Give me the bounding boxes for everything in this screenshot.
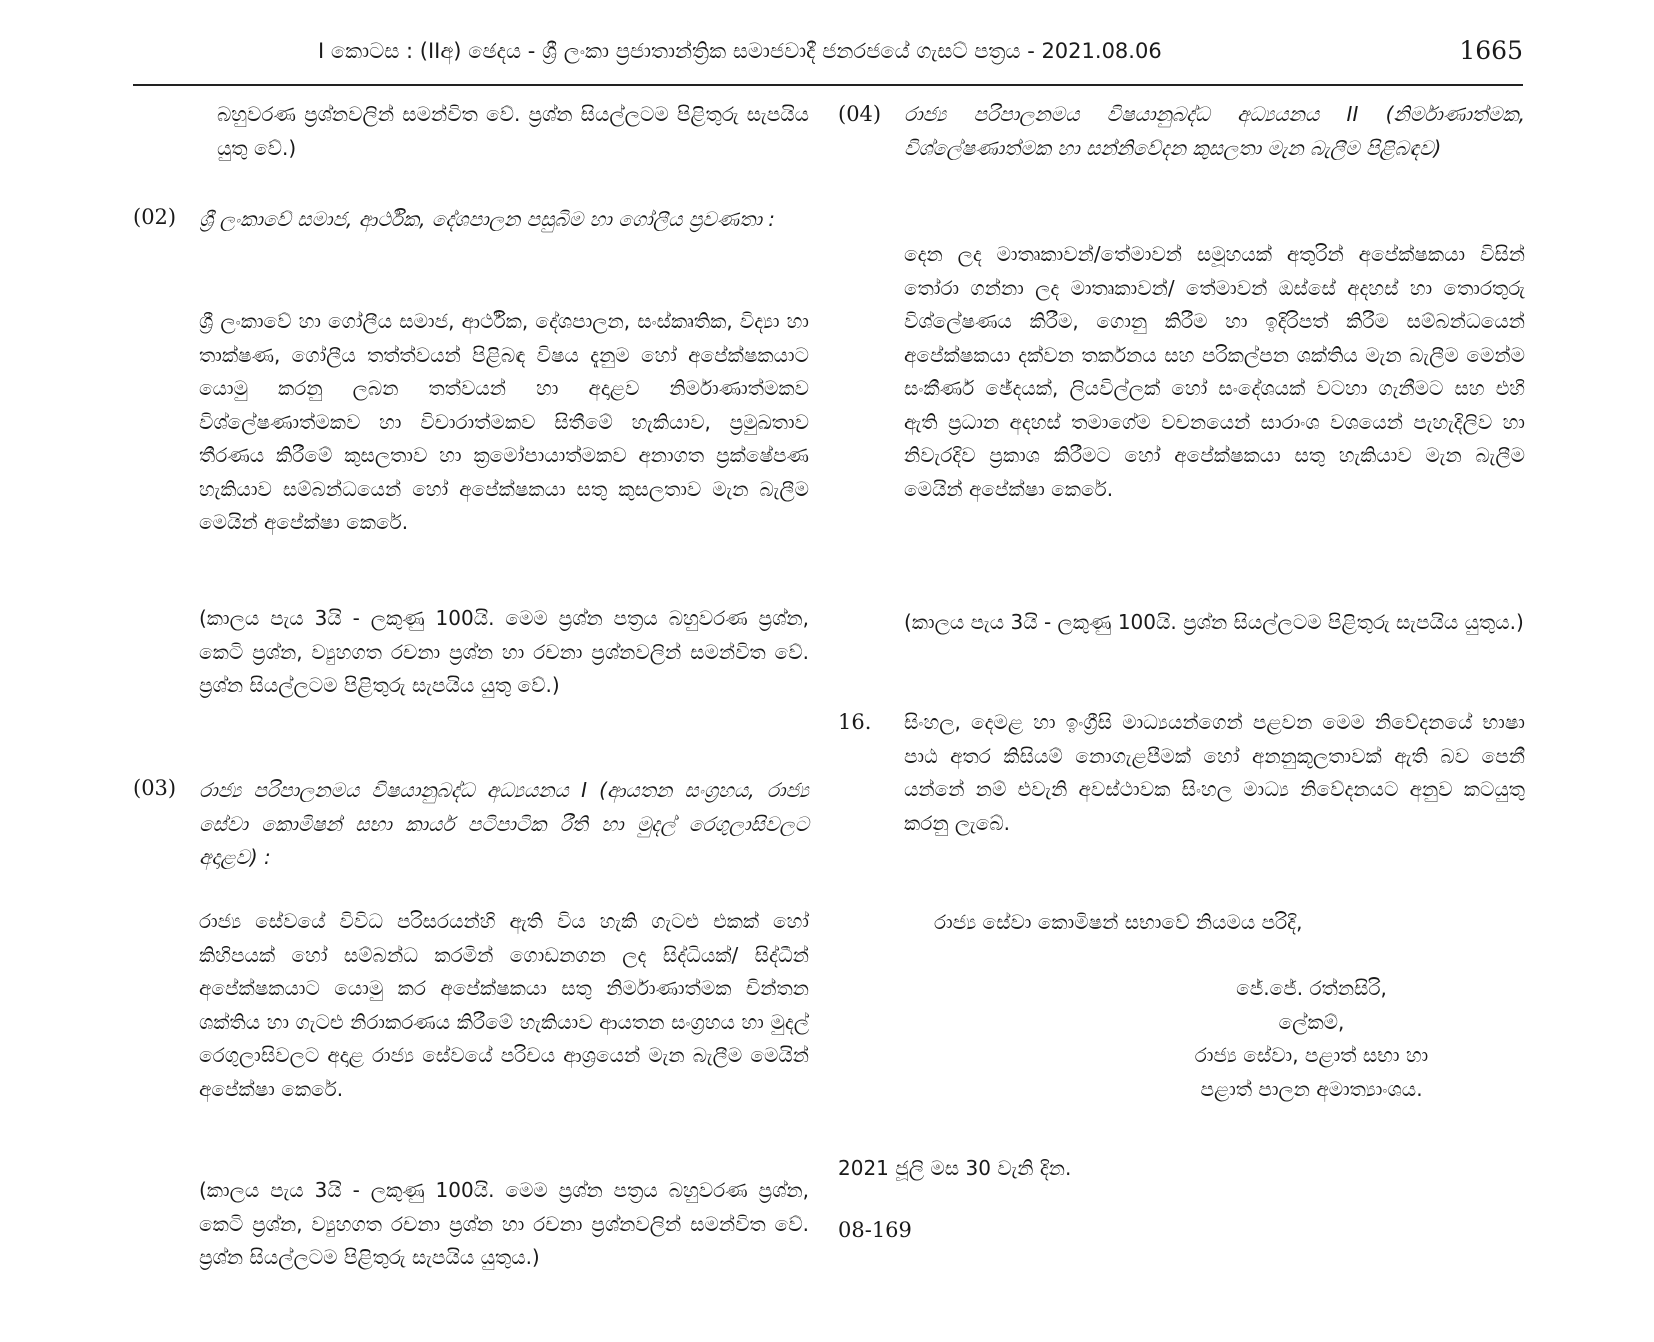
document-date: 2021 ජූලි මස 30 වැනි දින. xyxy=(838,1156,1072,1180)
section-04-number: (04) xyxy=(838,102,882,126)
signature-block xyxy=(1098,972,1525,1106)
section-02-number: (02) xyxy=(133,205,177,229)
section-02-note: (කාලය පැය 3යි - ලකුණු 100යි. මෙම ප්‍රශ්න පත්‍රය බහුවරණ ප්‍රශ්න, කෙටි ප්‍රශ්න, ව්‍යුහගත රචනා ප්‍රශ්න හා රචනා ප්‍රශ්නවලින් සමන්විත වේ. ප්‍රශ්න සියල්ලටම පිළිතුරු සැපයිය යුතු වේ.) xyxy=(199,606,809,697)
page-number: 1665 xyxy=(1459,36,1523,65)
section-16-number: 16. xyxy=(838,710,872,734)
signatory-name: ජේ.ජේ. රත්නසිරි, xyxy=(1236,976,1387,1000)
continuation-paragraph: බහුවරණ ප්‍රශ්නවලින් සමන්විත වේ. ප්‍රශ්න සියල්ලටම පිළිතුරු සැපයිය යුතු වේ.) xyxy=(217,102,809,160)
section-04-body: දෙන ලද මාතෘකාවන්/තේමාවන් සමූහයක් අතුරින් අපේක්ෂකයා විසින් තෝරා ගන්නා ලද මාතෘකාවන්/ තේමාවන් ඔස්සේ අදහස් හා තොරතුරු විශ්ලේෂණය කිරීම, ගොනු කිරීම හා ඉදිරිපත් කිරීම සම්බන්ධයෙන් අපේක්ෂකයා දක්වන තර්කනය සහ පරිකල්පන ශක්තිය මැන බැලීම මෙන්ම සංකීර්ණ ඡේදයක්, ලියවිල්ලක් හෝ සංදේශයක් වටහා ගැනීමට සහ එහි ඇති ප්‍රධාන අදහස් තමාගේම වචනයෙන් සාරාංශ වශයෙන් පැහැදිලිව හා නිවැරදිව ප්‍රකාශ කිරීමට හෝ අපේක්ෂකයා සතු හැකියාව මැන බැලීම මෙයින් අපේක්ෂා කෙරේ. xyxy=(904,242,1525,501)
header-title: I කොටස : (IIඅ) ඡෙදය - ශ්‍රී ලංකා ප්‍රජාතාන්ත්‍රික සමාජවාදී ජනරජයේ ගැසට් පත්‍රය - 2021.08.06 xyxy=(318,39,1162,63)
reference-number: 08-169 xyxy=(838,1218,912,1242)
signatory-office-line-2: පළාත් පාලන අමාත්‍යාංශය. xyxy=(1200,1076,1423,1101)
signatory-office-line-1: රාජ්‍ය සේවා, පළාත් සභා හා xyxy=(1194,1043,1429,1067)
section-04-heading: රාජ්‍ය පරිපාලනමය විෂයානුබද්ධ අධ්‍යයනය II (නිර්මාණාත්මක, විශ්ලේෂණාත්මක හා සන්නිවේදන කුසලතා මැන බැලීම පිළිබඳව) xyxy=(904,102,1525,160)
closing-line: රාජ්‍ය සේවා කොමිෂන් සභාවේ නියමය පරිදි, xyxy=(934,910,1303,934)
header-divider xyxy=(133,84,1523,86)
section-04-note: (කාලය පැය 3යි - ලකුණු 100යි. ප්‍රශ්න සියල්ලටම පිළිතුරු සැපයිය යුතුය.) xyxy=(904,610,1524,634)
gazette-header xyxy=(133,30,1523,86)
section-03-number: (03) xyxy=(133,776,177,800)
section-03-note: (කාලය පැය 3යි - ලකුණු 100යි. මෙම ප්‍රශ්න පත්‍රය බහුවරණ ප්‍රශ්න, කෙටි ප්‍රශ්න, ව්‍යුහගත රචනා ප්‍රශ්න හා රචනා ප්‍රශ්නවලින් සමන්විත වේ. ප්‍රශ්න සියල්ලටම පිළිතුරු සැපයිය යුතුය.) xyxy=(199,1178,809,1269)
section-16-body: සිංහල, දෙමළ හා ඉංග්‍රීසි මාධ්‍යයන්ගෙන් පළවන මෙම නිවේදනයේ භාෂා පාඨ අතර කිසියම් නොගැළපීමක් හෝ අනනුකූලතාවක් ඇති බව පෙනී යන්නේ නම් එවැනි අවස්ථාවක සිංහල මාධ්‍ය නිවේදනයට අනුව කටයුතු කරනු ලැබේ. xyxy=(904,710,1525,835)
section-03-heading: රාජ්‍ය පරිපාලනමය විෂයානුබද්ධ අධ්‍යයනය I (ආයතන සංග්‍රහය, රාජ්‍ය සේවා කොමිෂන් සභා කාර්ය පටිපාටික රීති හා මුදල් රෙගුලාසිවලට අදාළව) : xyxy=(199,778,809,869)
signatory-title: ලේකම්, xyxy=(1278,1009,1345,1034)
section-02-heading: ශ්‍රී ලංකාවේ සමාජ, ආර්ථික, දේශපාලන පසුබිම හා ගෝලීය ප්‍රවණතා : xyxy=(199,207,775,231)
section-03-body: රාජ්‍ය සේවයේ විවිධ පරිසරයන්හි ඇති විය හැකි ගැටළු එකක් හෝ කිහිපයක් හෝ සම්බන්ධ කරමින් ගොඩනගන ලද සිද්ධියක්/ සිද්ධීන් අපේක්ෂකයාට යොමු කර අපේක්ෂකයා සතු නිර්මාණාත්මක චින්තන ශක්තිය හා ගැටළු නිරාකරණය කිරීමේ හැකියාව ආයතන සංග්‍රහය හා මුදල් රෙගුලාසිවලට අදාළ රාජ්‍ය සේවයේ පරිචය ආශ්‍රයෙන් මැන බැලීම මෙයින් අපේක්ෂා කෙරේ. xyxy=(199,909,809,1101)
section-02-body: ශ්‍රී ලංකාවේ හා ගෝලීය සමාජ, ආර්ථික, දේශපාලන, සංස්කෘතික, විද්‍යා හා තාක්ෂණ, ගෝලීය තත්ත්වයන් පිළිබඳ විෂය දැනුම හෝ අපේක්ෂකයාට යොමු කරනු ලබන තත්වයන් හා අදාළව නිර්මාණාත්මකව විශ්ලේෂණාත්මකව හා විචාරාත්මකව සිතීමේ හැකියාව, ප්‍රමුඛතාව තීරණය කිරීමේ කුසලතාව හා ක්‍රමෝපායාත්මකව අනාගත ප්‍රක්ෂේපණ හැකියාව සම්බන්ධයෙන් හෝ අපේක්ෂකයා සතු කුසලතාව මැන බැලීම මෙයින් අපේක්ෂා කෙරේ. xyxy=(199,309,809,534)
